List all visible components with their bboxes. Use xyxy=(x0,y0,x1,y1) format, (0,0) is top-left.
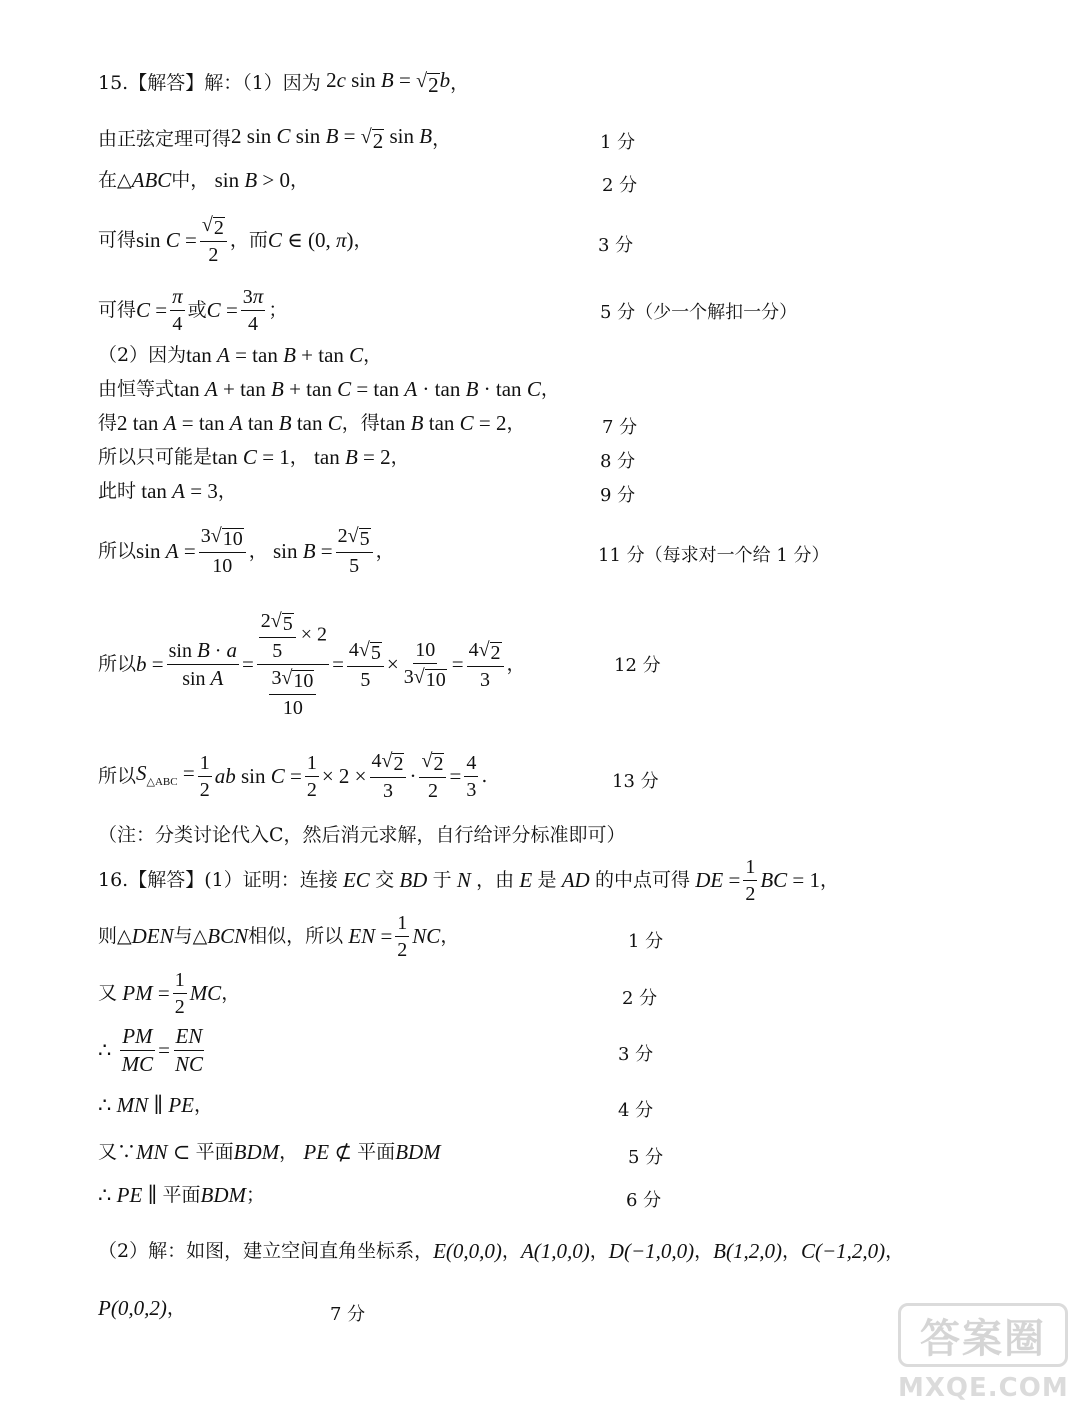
q15-line-9: 此时 tan A = 3 ， xyxy=(98,479,237,503)
score-12: 12 分 xyxy=(614,655,661,676)
q16-score-1: 1 分 xyxy=(628,931,664,952)
q16-score-4: 4 分 xyxy=(618,1100,654,1121)
score-7: 7 分 xyxy=(602,417,638,438)
q15-header: 15.【解答】解：（1）因为 2c sin B = √ 2 b ， xyxy=(98,68,470,97)
watermark-top-text: 答案圈 xyxy=(898,1303,1068,1367)
score-8: 8 分 xyxy=(600,451,636,472)
watermark-logo xyxy=(898,1303,1068,1403)
q16-score-7: 7 分 xyxy=(330,1304,366,1325)
q15-line-11: 所以 b = $\frac{\text{sin B · a}}{\text{sin A}}$ = 2 √ 5 5 × 2 3 √ 10 10 = 4 √ 5 5 × 10 3 √ 10 = 4 √ 2 3 ， xyxy=(98,610,526,719)
q16-line-5: 又∵ MN ⊂ 平面 BDM ， PE ⊄ 平面 BDM xyxy=(98,1140,441,1164)
q15-line-6: 由恒等式 tan A + tan B + tan C = tan A · tan B · tan C ， xyxy=(98,377,560,401)
q15-line-5: （2）因为 tan A = tan B + tan C ， xyxy=(98,343,383,367)
q16-part2-line2: P(0,0,2) ， xyxy=(98,1296,186,1320)
watermark-site-text: MXQE.COM xyxy=(898,1373,1069,1403)
q15-note: （注：分类讨论代入C，然后消元求解，自行给评分标准即可） xyxy=(98,824,626,846)
q16-score-2: 2 分 xyxy=(622,988,658,1009)
q16-line-1: 则△ DEN 与△ BCN 相似，所以 EN = $\frac{1}{2}$ NC ， xyxy=(98,912,460,961)
q16-line-4: ∴ MN ∥ PE ， xyxy=(98,1093,213,1117)
q15-line-8: 所以只可能是 tan C = 1 ， tan B = 2 ， xyxy=(98,445,410,469)
score-5: 5 分（少一个解扣一分） xyxy=(600,302,798,323)
q15-line-3: 可得 sin C = √ 2 2 ，而 C ∈ (0, π) ， xyxy=(98,214,373,266)
q16-header: 16.【解答】(1）证明：连接 EC 交 BD 于 N ，由 E 是 AD 的中点可得 DE = $\frac{1}{2}$ BC = 1 ， xyxy=(98,856,840,905)
score-11: 11 分（每求对一个给 1 分） xyxy=(598,545,830,566)
q16-score-6: 6 分 xyxy=(626,1190,662,1211)
q16-line-6: ∴ PE ∥ 平面 BDM ； xyxy=(98,1183,266,1207)
given-equation: 2c sin B = √ 2 b xyxy=(320,68,451,97)
score-9: 9 分 xyxy=(600,485,636,506)
q15-line-4: 可得 C = $\frac{\pi}{4}$ 或 C = $\frac{3\pi}{4}$ ； xyxy=(98,284,288,336)
q15-line-10: 所以 sin A = 3 √ 10 10 ， sin B = 2 √ 5 5 ， xyxy=(98,525,395,577)
q16-score-3: 3 分 xyxy=(618,1044,654,1065)
score-13: 13 分 xyxy=(612,771,659,792)
score-1: 1 分 xyxy=(600,132,636,153)
q16-part2: （2）解：如图，建立空间直角坐标系， E(0,0,0) ， A(1,0,0) ， D(−1,0,0) ， B(1,2,0) ， C(−1,2,0) ， xyxy=(98,1239,905,1263)
q16-score-5: 5 分 xyxy=(628,1147,664,1168)
q16-line-2: 又 PM = $\frac{1}{2}$ MC ， xyxy=(98,969,241,1018)
q15-line-7: 得 2 tan A = tan A tan B tan C ，得 tan B tan C = 2 ， xyxy=(98,411,526,435)
score-2: 2 分 xyxy=(602,175,638,196)
q15-line-2: 在△ ABC 中， sin B > 0 ， xyxy=(98,168,310,192)
score-3: 3 分 xyxy=(598,235,634,256)
q15-line-1: 由正弦定理可得 2 sin C sin B = √ 2 sin B ， xyxy=(98,124,452,153)
q15-line-12: 所以 $S_{\triangle ABC}$ = $\frac{1}{2}$ ab sin C = $\frac{1}{2}$ × 2 × 4 √ 2 3 · √ 2 2 = $\frac{4}{3}$ . xyxy=(98,750,488,802)
q16-line-3: ∴ $\frac{PM}{MC}$ = $\frac{EN}{NC}$ xyxy=(98,1024,203,1077)
